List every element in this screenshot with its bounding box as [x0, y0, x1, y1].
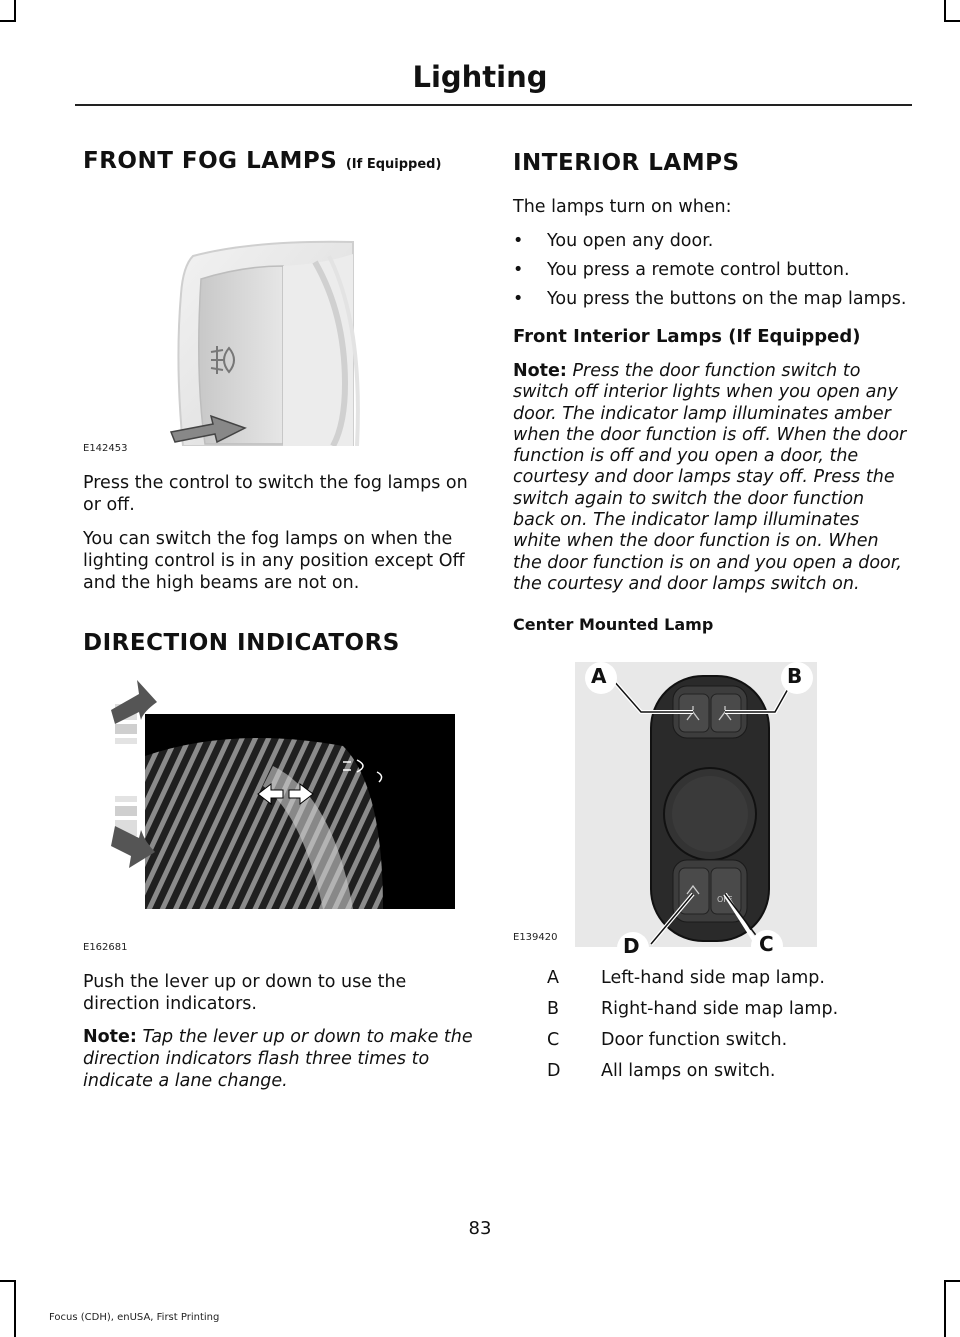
header-divider	[75, 104, 912, 106]
fog-lamps-heading-suffix: (If Equipped)	[345, 157, 442, 172]
legend-key: B	[547, 999, 560, 1020]
edition-footer: Focus (CDH), enUSA, First Printing	[49, 1312, 220, 1323]
direction-indicators-paragraph: Push the lever up or down to use the direction indicators.	[83, 972, 407, 1014]
legend-text: Door function switch.	[601, 1030, 788, 1051]
note-text: Tap the lever up or down to make the direction indicators flash three times to indicate a lane change.	[83, 1027, 473, 1091]
crop-mark	[944, 1280, 960, 1282]
overhead-console-illustration	[513, 654, 908, 957]
crop-mark	[14, 0, 16, 20]
svg-text:OFF: OFF	[717, 895, 733, 905]
front-interior-lamps-heading: Front Interior Lamps (If Equipped)	[513, 326, 861, 347]
figure-code: E162681	[83, 942, 128, 953]
front-interior-lamps-note	[513, 361, 908, 595]
crop-mark	[0, 20, 16, 22]
legend-row	[513, 1060, 908, 1082]
legend-key: A	[547, 968, 559, 989]
callout-c: C	[759, 932, 774, 957]
interior-lamps-list	[513, 230, 908, 310]
right-column	[513, 140, 908, 1091]
direction-indicator-figure	[83, 676, 478, 953]
callout-d: D	[623, 934, 640, 959]
list-item: • You press the buttons on the map lamps.	[513, 288, 908, 310]
note-text: Press the door function switch to switch off interior lights when you open any door. The indicator lamp illuminates amber when the door function is off. When the door function is off and you open a door, the courtesy and door lamps stay off. Press the switch again to switch the door function back on. The indicator lamp illuminates white when the door function is on. When the door function is on and you open a door, the courtesy and door lamps switch on.	[513, 361, 907, 594]
list-item: • You open any door.	[513, 230, 908, 252]
figure-code: E139420	[513, 932, 558, 944]
fog-lamp-switch-illustration	[83, 184, 478, 446]
legend-row	[513, 1029, 908, 1051]
fog-lamps-paragraph-1: Press the control to switch the fog lamps on or off.	[83, 473, 468, 515]
crop-mark	[14, 1280, 16, 1337]
center-mounted-lamp-heading: Center Mounted Lamp	[513, 615, 714, 635]
direction-indicators-note	[83, 1026, 478, 1092]
list-item: • You press a remote control button.	[513, 259, 908, 281]
figure-code: E142453	[83, 443, 128, 454]
legend-key: C	[547, 1030, 560, 1051]
note-label: Note:	[83, 1027, 137, 1047]
fog-lamps-heading-text: FRONT FOG LAMPS	[83, 148, 338, 174]
turn-signal-lever-illustration	[83, 676, 478, 946]
legend-key: D	[547, 1061, 561, 1082]
page-number: 83	[468, 1218, 492, 1239]
crop-mark	[944, 0, 946, 20]
crop-mark	[944, 20, 960, 22]
callout-a: A	[591, 664, 607, 689]
direction-indicators-heading: DIRECTION INDICATORS	[83, 630, 400, 656]
fog-lamps-heading	[83, 148, 478, 174]
page-title: Lighting	[412, 60, 548, 94]
left-column	[83, 140, 478, 1092]
crop-mark	[944, 1280, 946, 1337]
fog-lamps-paragraph-2: You can switch the fog lamps on when the lighting control is in any position except Off and the high beams are not on.	[83, 529, 465, 593]
callout-legend	[513, 967, 908, 1082]
callout-b: B	[787, 664, 803, 689]
interior-lamps-intro: The lamps turn on when:	[513, 197, 732, 217]
legend-text: Left-hand side map lamp.	[601, 968, 825, 989]
note-label: Note:	[513, 361, 567, 381]
interior-lamps-heading: INTERIOR LAMPS	[513, 150, 740, 176]
legend-row	[513, 998, 908, 1020]
legend-text: Right-hand side map lamp.	[601, 999, 839, 1020]
center-lamp-figure	[513, 654, 908, 959]
fog-lamp-figure	[83, 184, 478, 454]
legend-text: All lamps on switch.	[601, 1061, 776, 1082]
legend-row	[513, 967, 908, 989]
